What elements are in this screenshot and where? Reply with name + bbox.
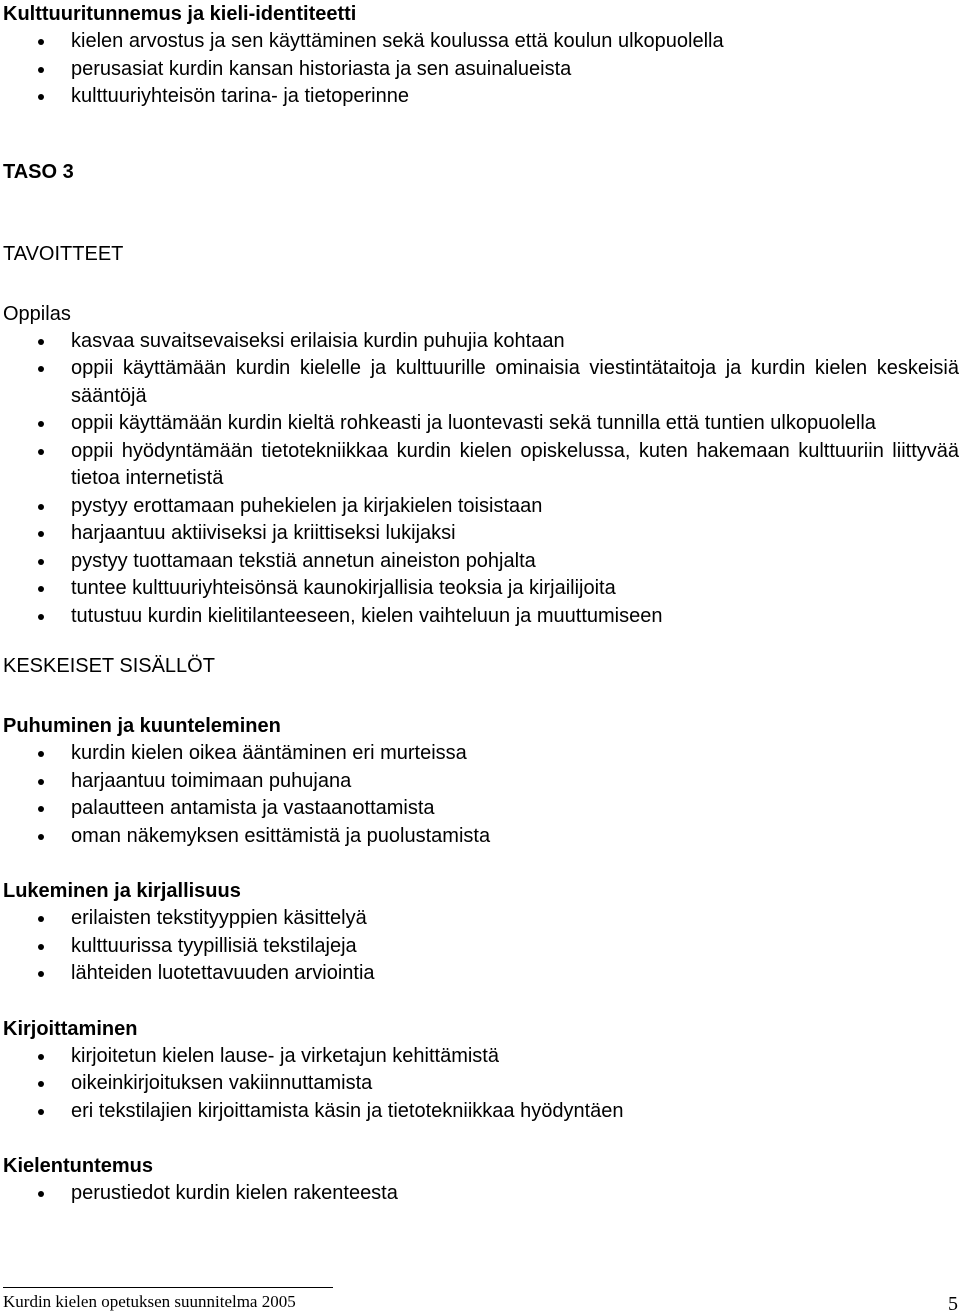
reading-title: Lukeminen ja kirjallisuus — [3, 880, 241, 902]
list-item: eri tekstilajien kirjoittamista käsin ja tietotekniikkaa hyödyntäen — [3, 1098, 959, 1126]
list-item: oikeinkirjoituksen vakiinnuttamista — [3, 1070, 959, 1098]
bullet-icon — [38, 806, 44, 812]
bullet-icon — [38, 1081, 44, 1087]
reading-list — [3, 905, 959, 988]
list-item: harjaantuu toimimaan puhujana — [3, 768, 959, 796]
list-item: oppii hyödyntämään tietotekniikkaa kurdin kielen opiskelussa, kuten hakemaan kulttuuriin liittyvää tietoa internetistä — [3, 438, 959, 493]
bullet-icon — [38, 971, 44, 977]
writing-title: Kirjoittaminen — [3, 1017, 138, 1040]
bullet-icon — [38, 67, 44, 73]
bullet-icon — [38, 366, 44, 372]
bullet-icon — [38, 504, 44, 510]
bullet-icon — [38, 339, 44, 345]
list-item: perusasiat kurdin kansan historiasta ja sen asuinalueista — [3, 56, 959, 84]
list-item: lähteiden luotettavuuden arviointia — [3, 960, 959, 988]
footer-divider — [3, 1287, 333, 1288]
goals-subject: Oppilas — [3, 302, 71, 325]
bullet-icon — [38, 1109, 44, 1115]
bullet-icon — [38, 944, 44, 950]
bullet-icon — [38, 39, 44, 45]
culture-list — [3, 28, 959, 111]
list-item: tuntee kulttuuriyhteisönsä kaunokirjallisia teoksia ja kirjailijoita — [3, 575, 959, 603]
list-item: oppii käyttämään kurdin kielelle ja kulttuurille ominaisia viestintätaitoja ja kurdin kielen keskeisiä sääntöjä — [3, 355, 959, 410]
list-item: kurdin kielen oikea ääntäminen eri murteissa — [3, 740, 959, 768]
bullet-icon — [38, 1191, 44, 1197]
contents-title: KESKEISET SISÄLLÖT — [3, 655, 215, 677]
section-title-culture: Kulttuuritunnemus ja kieli-identiteetti — [3, 3, 357, 25]
list-item: oman näkemyksen esittämistä ja puolustamista — [3, 823, 959, 851]
bullet-icon — [38, 94, 44, 100]
list-item: kielen arvostus ja sen käyttäminen sekä koulussa että koulun ulkopuolella — [3, 28, 959, 56]
bullet-icon — [38, 449, 44, 455]
writing-list — [3, 1043, 959, 1126]
speaking-list — [3, 740, 959, 850]
bullet-icon — [38, 421, 44, 427]
list-item: pystyy erottamaan puhekielen ja kirjakielen toisistaan — [3, 493, 959, 521]
list-item: tutustuu kurdin kielitilanteeseen, kielen vaihteluun ja muuttumiseen — [3, 603, 959, 631]
list-item: kulttuuriyhteisön tarina- ja tietoperinne — [3, 83, 959, 111]
bullet-icon — [38, 916, 44, 922]
bullet-icon — [38, 559, 44, 565]
goals-list — [3, 328, 959, 631]
footer-doc-title: Kurdin kielen opetuksen suunnitelma 2005 — [3, 1292, 296, 1311]
bullet-icon — [38, 751, 44, 757]
list-item: palautteen antamista ja vastaanottamista — [3, 795, 959, 823]
bullet-icon — [38, 614, 44, 620]
list-item: perustiedot kurdin kielen rakenteesta — [3, 1180, 959, 1208]
bullet-icon — [38, 779, 44, 785]
language-list — [3, 1180, 959, 1208]
bullet-icon — [38, 834, 44, 840]
list-item: kulttuurissa tyypillisiä tekstilajeja — [3, 933, 959, 961]
list-item: erilaisten tekstityyppien käsittelyä — [3, 905, 959, 933]
list-item: harjaantuu aktiiviseksi ja kriittiseksi lukijaksi — [3, 520, 959, 548]
language-title: Kielentuntemus — [3, 1155, 154, 1177]
bullet-icon — [38, 586, 44, 592]
list-item: kasvaa suvaitsevaiseksi erilaisia kurdin puhujia kohtaan — [3, 328, 959, 356]
level-title: TASO 3 — [3, 160, 74, 183]
list-item: pystyy tuottamaan tekstiä annetun aineiston pohjalta — [3, 548, 959, 576]
list-item: kirjoitetun kielen lause- ja virketajun kehittämistä — [3, 1043, 959, 1071]
document-page — [3, 0, 959, 1208]
speaking-title: Puhuminen ja kuunteleminen — [3, 715, 281, 737]
bullet-icon — [38, 531, 44, 537]
bullet-icon — [38, 1054, 44, 1060]
list-item: oppii käyttämään kurdin kieltä rohkeasti ja luontevasti sekä tunnilla että tuntien ulkopuolella — [3, 410, 959, 438]
page-number: 5 — [948, 1293, 958, 1315]
goals-title: TAVOITTEET — [3, 242, 124, 265]
